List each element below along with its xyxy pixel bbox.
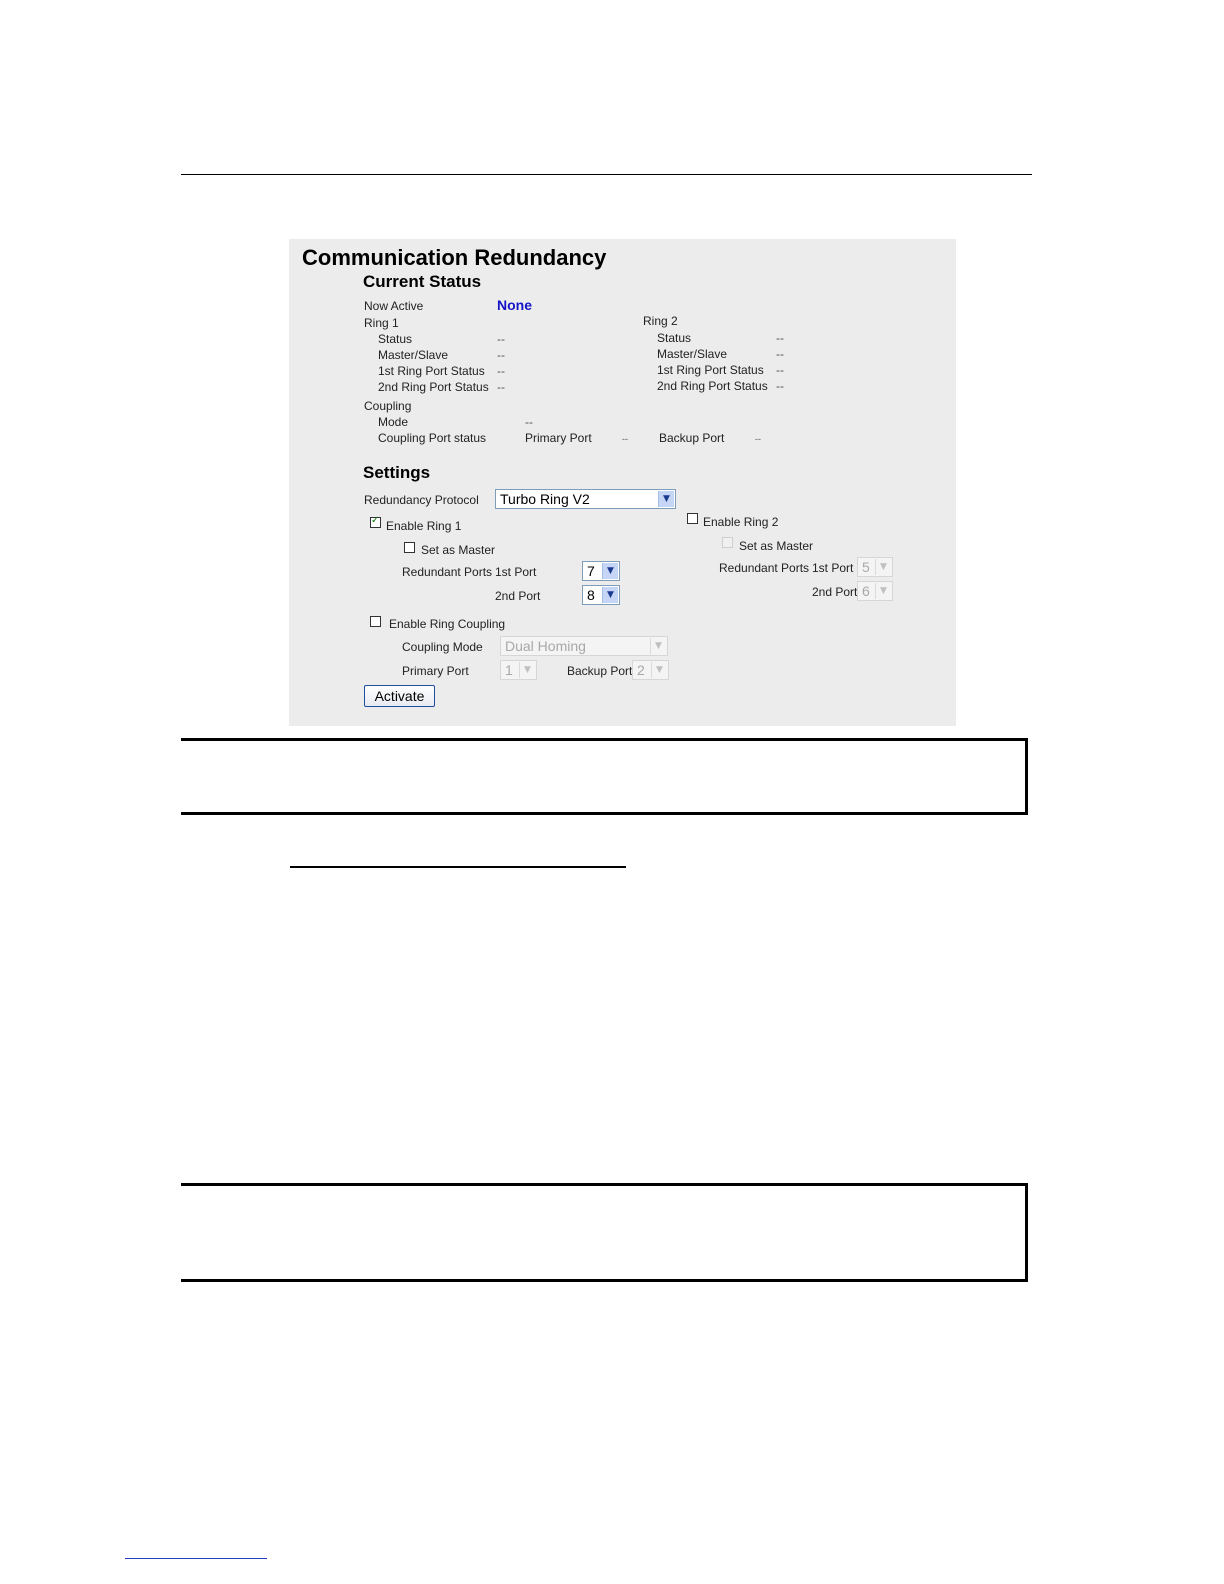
ring2-status-value: -- (776, 331, 784, 345)
coupling-mode-value: -- (525, 415, 533, 429)
ring1-redundant-ports-label: Redundant Ports (402, 565, 493, 579)
ring1-port1-label: 1st Ring Port Status (378, 364, 485, 378)
ring1-port1-value: -- (497, 364, 505, 378)
ring1-status-text-label: Status (378, 332, 413, 346)
ring2-port2-select[interactable] (857, 581, 893, 601)
chevron-down-icon: ▼ (658, 491, 674, 507)
coupling-backup-select-value: 2 (637, 662, 645, 678)
coupling-backup-settings-label: Backup Port (567, 664, 633, 678)
coupling-status-label: Coupling (364, 399, 412, 413)
ring2-port2-select-value: 6 (862, 583, 870, 599)
ring2-master-label: Set as Master (739, 539, 814, 553)
header-rule (181, 174, 1032, 175)
ring2-port1-select[interactable] (857, 557, 893, 577)
ring1-port2-select[interactable] (582, 585, 620, 605)
ring2-port1-value: -- (776, 363, 784, 377)
ring2-port2-label: 2nd Port (812, 585, 858, 599)
ring1-master-checkbox[interactable] (404, 542, 415, 553)
current-status-heading: Current Status (363, 272, 482, 291)
footer-link-underline (125, 1558, 267, 1559)
enable-ring2-checkbox[interactable] (687, 513, 698, 524)
ring2-master-checkbox[interactable] (722, 537, 733, 548)
coupling-port-status-label: Coupling Port status (378, 431, 487, 445)
ring2-port1-label: 1st Ring Port Status (657, 363, 764, 377)
enable-coupling-checkbox[interactable] (370, 616, 381, 627)
note-box (181, 1183, 1028, 1282)
ring2-port1-label: 1st Port (812, 561, 854, 575)
enable-ring1-checkbox[interactable] (370, 517, 381, 528)
ring1-port2-label: 2nd Port (495, 589, 541, 603)
protocol-select-value: Turbo Ring V2 (500, 491, 590, 507)
chevron-down-icon: ▼ (651, 662, 667, 678)
coupling-primary-select-value: 1 (505, 662, 513, 678)
ring2-master-slave-label: Master/Slave (657, 347, 728, 361)
ring2-master-slave-value: -- (776, 347, 784, 361)
chevron-down-icon: ▼ (875, 583, 891, 599)
section-underline (290, 866, 626, 868)
settings-heading: Settings (363, 463, 431, 482)
coupling-backup-port-label: Backup Port (659, 431, 725, 445)
ring1-master-slave-label: Master/Slave (378, 348, 449, 362)
page-title: Communication Redundancy (302, 245, 607, 270)
coupling-mode-select-value: Dual Homing (505, 638, 586, 654)
protocol-select[interactable] (495, 489, 676, 509)
protocol-label: Redundancy Protocol (364, 493, 479, 507)
enable-ring1-label: Enable Ring 1 (386, 519, 462, 533)
ring2-status-text-label: Status (657, 331, 692, 345)
coupling-primary-port-label: Primary Port (525, 431, 592, 445)
ring2-redundant-ports-label: Redundant Ports (719, 561, 810, 575)
coupling-mode-settings-label: Coupling Mode (402, 640, 483, 654)
coupling-primary-select[interactable] (500, 660, 537, 680)
chevron-down-icon: ▼ (602, 587, 618, 603)
ring2-status-label: Ring 2 (643, 314, 678, 328)
ring2-port2-value: -- (776, 379, 784, 393)
chevron-down-icon: ▼ (602, 563, 618, 579)
chevron-down-icon: ▼ (650, 638, 666, 654)
coupling-primary-port-value: -- (622, 434, 628, 444)
coupling-backup-port-value: -- (755, 434, 761, 444)
ring1-port2-select-value: 8 (587, 587, 595, 603)
coupling-mode-label: Mode (378, 415, 409, 429)
activate-button[interactable]: Activate (364, 685, 435, 707)
now-active-label: Now Active (364, 299, 424, 313)
ring1-port2-value: -- (497, 380, 505, 394)
ring1-port1-select[interactable] (582, 561, 620, 581)
ring1-port2-label: 2nd Ring Port Status (378, 380, 489, 394)
coupling-mode-select[interactable] (500, 636, 668, 656)
ring1-port1-label: 1st Port (495, 565, 537, 579)
ring2-port1-select-value: 5 (862, 559, 870, 575)
ring1-port1-select-value: 7 (587, 563, 595, 579)
ring1-status-value: -- (497, 332, 505, 346)
ring1-master-label: Set as Master (421, 543, 496, 557)
enable-ring2-label: Enable Ring 2 (703, 515, 779, 529)
enable-coupling-label: Enable Ring Coupling (389, 617, 506, 631)
ring2-port2-label: 2nd Ring Port Status (657, 379, 768, 393)
ring1-status-label: Ring 1 (364, 316, 399, 330)
chevron-down-icon: ▼ (519, 662, 535, 678)
now-active-value: None (497, 297, 532, 313)
coupling-backup-select[interactable] (632, 660, 669, 680)
note-box (181, 738, 1028, 815)
coupling-primary-settings-label: Primary Port (402, 664, 469, 678)
ring1-master-slave-value: -- (497, 348, 505, 362)
chevron-down-icon: ▼ (875, 559, 891, 575)
